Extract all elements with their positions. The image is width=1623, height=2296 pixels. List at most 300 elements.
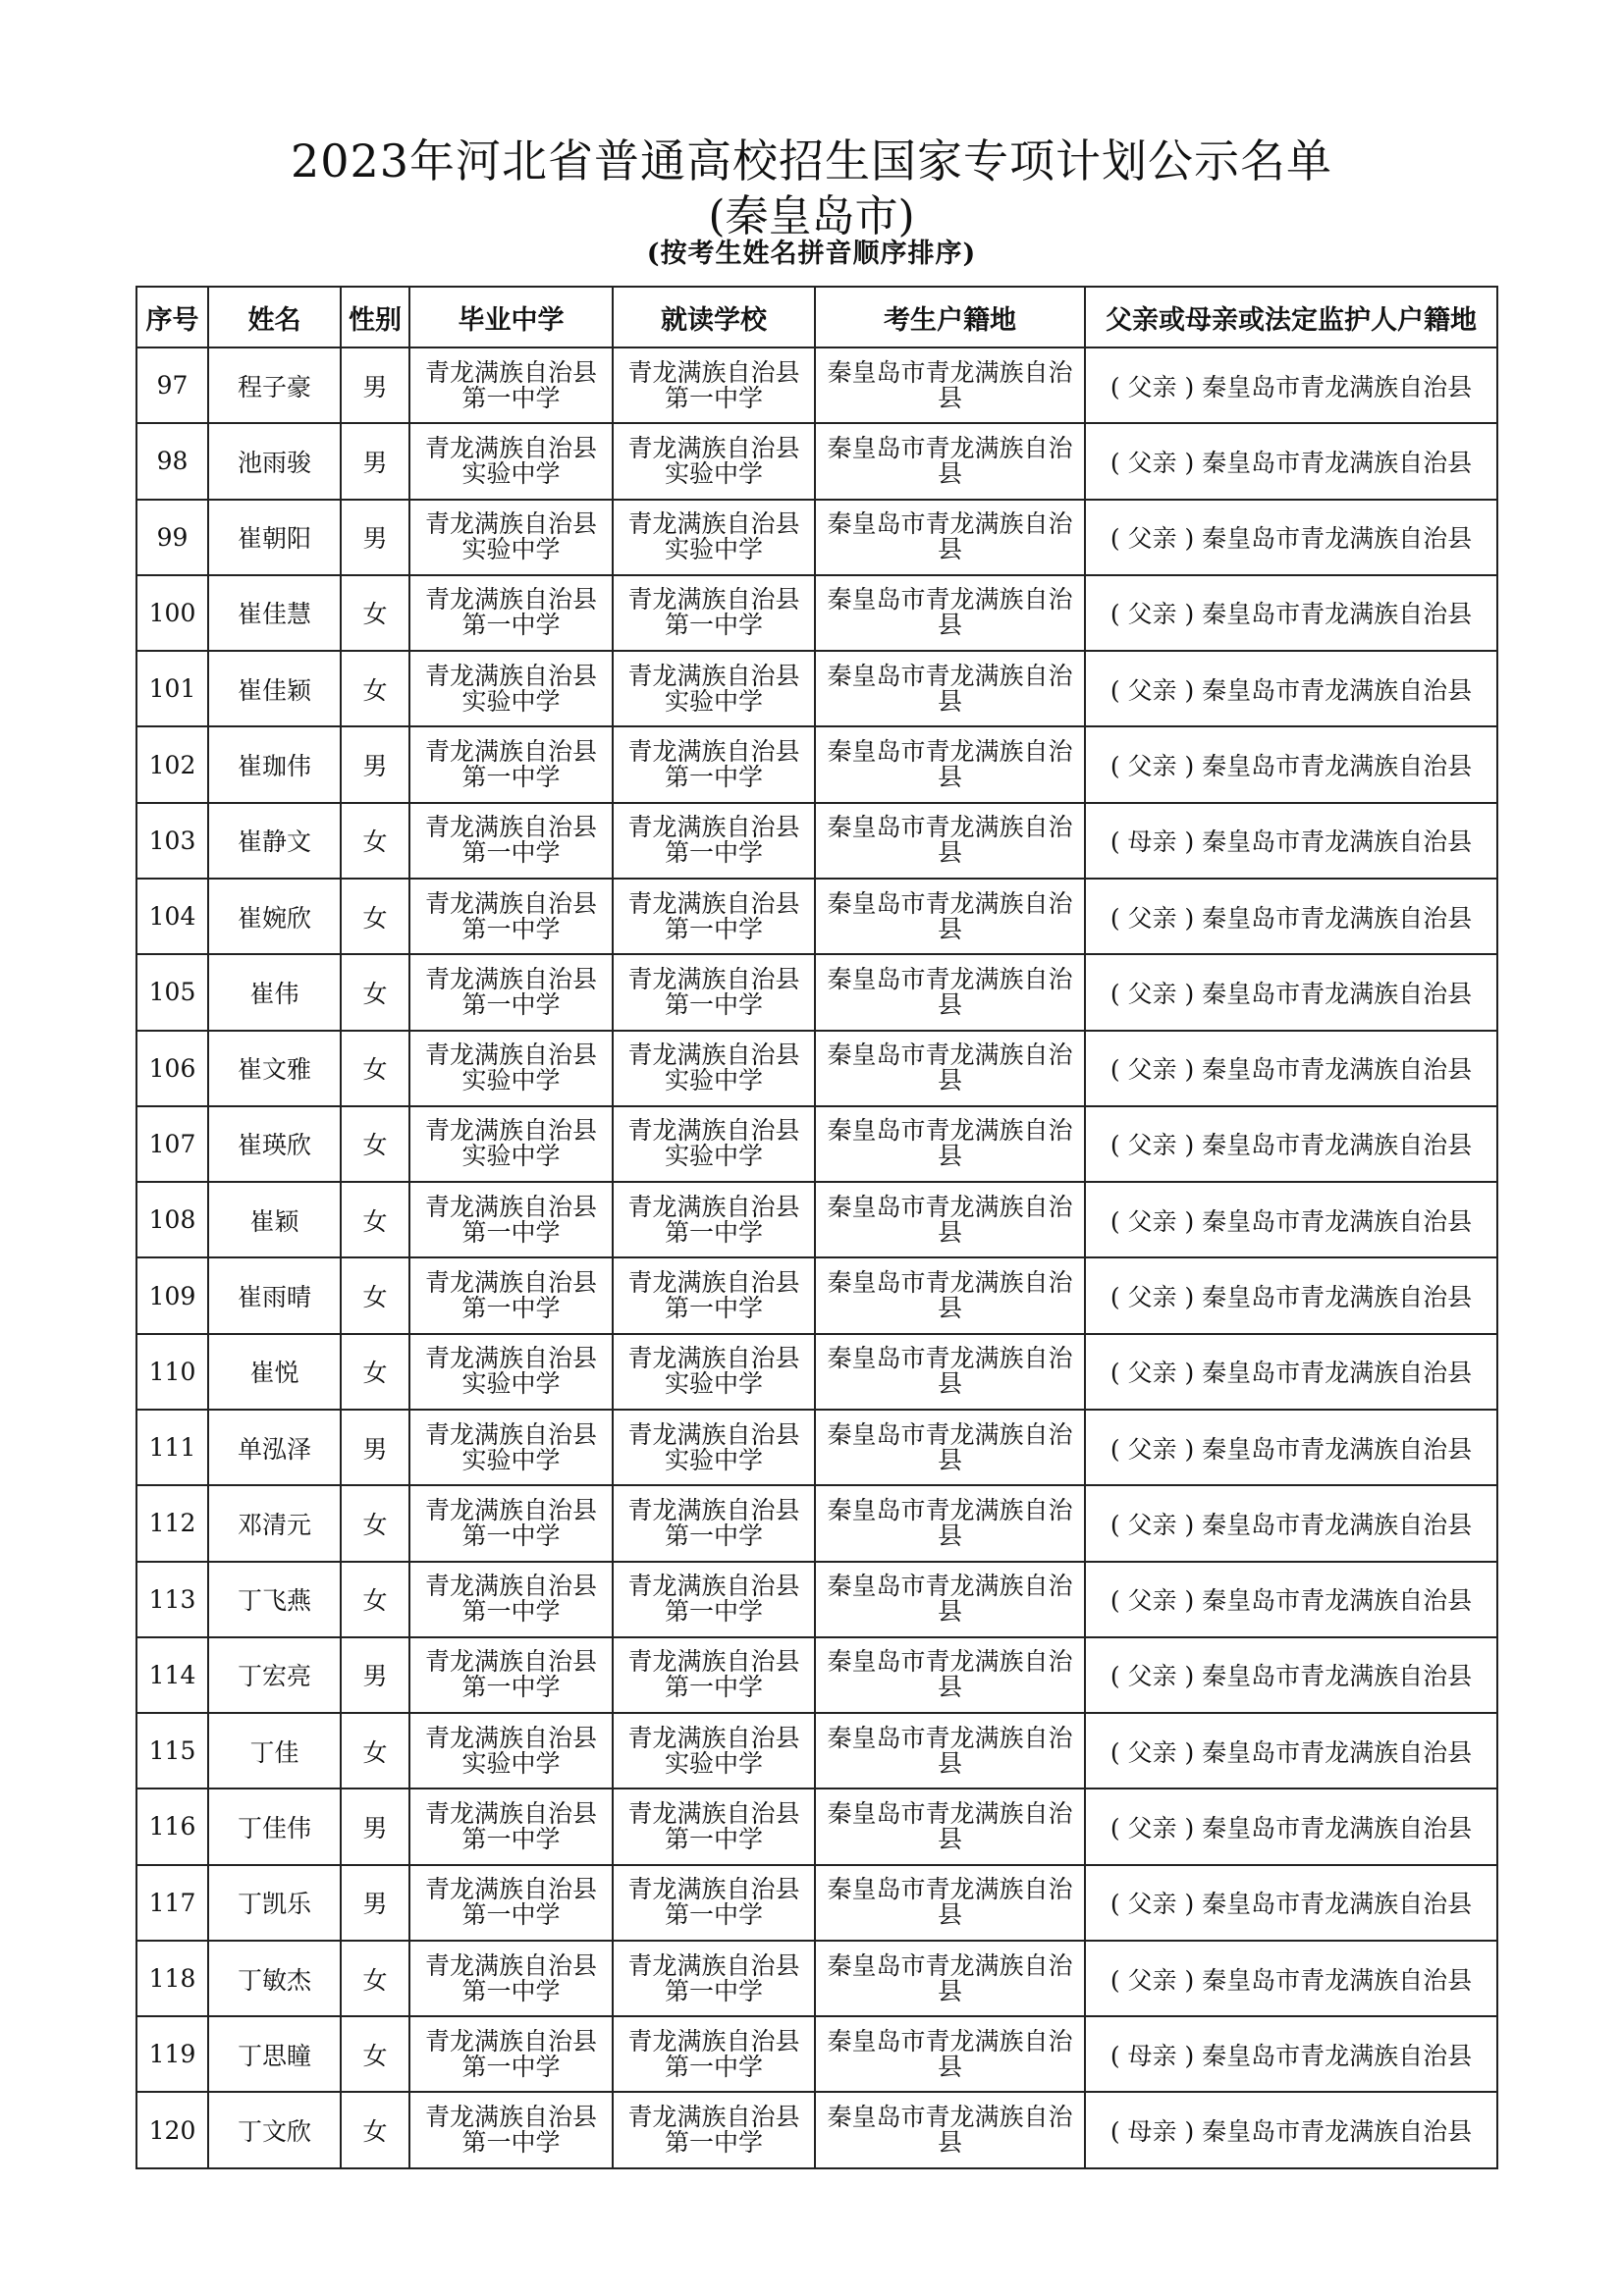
cell-study-school — [613, 1182, 815, 1257]
cell-study-school — [613, 1031, 815, 1106]
cell-no: 110 — [136, 1334, 208, 1410]
grad-school-line1: 青龙满族自治县 — [424, 1192, 597, 1221]
hukou-line2: 县 — [937, 1294, 962, 1323]
cell-parent-hukou: ( 父亲 ) 秦皇岛市青龙满族自治县 — [1085, 1637, 1497, 1713]
study-school-line2: 第一中学 — [664, 1521, 763, 1550]
study-school-line1: 青龙满族自治县 — [627, 2026, 800, 2056]
study-school-line1: 青龙满族自治县 — [627, 433, 800, 462]
study-school-line2: 第一中学 — [664, 2052, 763, 2081]
page-subtitle-city: (秦皇岛市) — [708, 191, 915, 241]
cell-grad-school — [409, 347, 613, 423]
cell-sex: 女 — [341, 1485, 409, 1561]
grad-school-line1: 青龙满族自治县 — [424, 964, 597, 993]
hukou-line1: 秦皇岛市青龙满族自治 — [827, 433, 1073, 462]
grad-school-line2: 第一中学 — [461, 1673, 561, 1702]
grad-school-line2: 实验中学 — [461, 1142, 561, 1171]
grad-school-line2: 实验中学 — [461, 1066, 561, 1095]
cell-grad-school — [409, 1941, 613, 2016]
cell-study-school — [613, 2016, 815, 2092]
study-school-line1: 青龙满族自治县 — [627, 1647, 800, 1677]
cell-grad-school — [409, 879, 613, 954]
cell-name: 丁宏亮 — [208, 1637, 341, 1713]
cell-hukou — [815, 1637, 1085, 1713]
cell-no: 97 — [136, 347, 208, 423]
cell-study-school — [613, 575, 815, 651]
table-row — [136, 651, 1497, 726]
cell-hukou — [815, 726, 1085, 802]
cell-study-school — [613, 1334, 815, 1410]
col-header-sex: 性别 — [341, 287, 409, 347]
cell-hukou — [815, 1485, 1085, 1561]
grad-school-line1: 青龙满族自治县 — [424, 1950, 597, 1980]
grad-school-line1: 青龙满族自治县 — [424, 2103, 597, 2132]
cell-study-school — [613, 651, 815, 726]
cell-no: 111 — [136, 1410, 208, 1485]
grad-school-line1: 青龙满族自治县 — [424, 1419, 597, 1449]
cell-no: 117 — [136, 1865, 208, 1941]
cell-name: 崔珈伟 — [208, 726, 341, 802]
study-school-line2: 第一中学 — [664, 611, 763, 640]
cell-hukou — [815, 879, 1085, 954]
hukou-line2: 县 — [937, 838, 962, 868]
cell-grad-school — [409, 2092, 613, 2168]
cell-name: 邓清元 — [208, 1485, 341, 1561]
study-school-line2: 实验中学 — [664, 1369, 763, 1399]
cell-hukou — [815, 1257, 1085, 1333]
header-row — [136, 287, 1497, 347]
cell-grad-school — [409, 1789, 613, 1864]
hukou-line1: 秦皇岛市青龙满族自治 — [827, 1798, 1073, 1828]
hukou-line2: 县 — [937, 1748, 962, 1778]
cell-grad-school — [409, 1562, 613, 1637]
cell-sex: 女 — [341, 1182, 409, 1257]
grad-school-line2: 第一中学 — [461, 1976, 561, 2005]
hukou-line1: 秦皇岛市青龙满族自治 — [827, 813, 1073, 842]
cell-grad-school — [409, 1257, 613, 1333]
hukou-line1: 秦皇岛市青龙满族自治 — [827, 357, 1073, 387]
cell-parent-hukou: ( 母亲 ) 秦皇岛市青龙满族自治县 — [1085, 803, 1497, 879]
cell-sex: 女 — [341, 1562, 409, 1637]
cell-no: 114 — [136, 1637, 208, 1713]
hukou-line1: 秦皇岛市青龙满族自治 — [827, 509, 1073, 539]
grad-school-line2: 第一中学 — [461, 1824, 561, 1853]
table-row — [136, 1106, 1497, 1182]
cell-name: 丁凯乐 — [208, 1865, 341, 1941]
study-school-line1: 青龙满族自治县 — [627, 1192, 800, 1221]
hukou-line1: 秦皇岛市青龙满族自治 — [827, 1344, 1073, 1373]
table-row — [136, 2016, 1497, 2092]
cell-name: 崔文雅 — [208, 1031, 341, 1106]
study-school-line1: 青龙满族自治县 — [627, 357, 800, 387]
cell-sex: 男 — [341, 1865, 409, 1941]
hukou-line2: 县 — [937, 458, 962, 488]
study-school-line2: 第一中学 — [664, 989, 763, 1019]
hukou-line1: 秦皇岛市青龙满族自治 — [827, 1875, 1073, 1904]
table-row — [136, 1789, 1497, 1864]
cell-parent-hukou: ( 父亲 ) 秦皇岛市青龙满族自治县 — [1085, 1031, 1497, 1106]
cell-sex: 男 — [341, 1410, 409, 1485]
study-school-line1: 青龙满族自治县 — [627, 509, 800, 539]
grad-school-line1: 青龙满族自治县 — [424, 509, 597, 539]
cell-parent-hukou: ( 父亲 ) 秦皇岛市青龙满族自治县 — [1085, 879, 1497, 954]
cell-grad-school — [409, 1713, 613, 1789]
cell-study-school — [613, 1257, 815, 1333]
cell-study-school — [613, 1637, 815, 1713]
hukou-line2: 县 — [937, 535, 962, 564]
cell-name: 崔雨晴 — [208, 1257, 341, 1333]
cell-hukou — [815, 347, 1085, 423]
hukou-line2: 县 — [937, 1521, 962, 1550]
hukou-line1: 秦皇岛市青龙满族自治 — [827, 1041, 1073, 1070]
cell-name: 丁佳 — [208, 1713, 341, 1789]
study-school-line2: 第一中学 — [664, 1900, 763, 1930]
grad-school-line1: 青龙满族自治县 — [424, 1344, 597, 1373]
cell-study-school — [613, 423, 815, 499]
cell-parent-hukou: ( 父亲 ) 秦皇岛市青龙满族自治县 — [1085, 1713, 1497, 1789]
hukou-line2: 县 — [937, 2128, 962, 2158]
hukou-line2: 县 — [937, 1976, 962, 2005]
table-row — [136, 954, 1497, 1030]
table-row — [136, 347, 1497, 423]
hukou-line1: 秦皇岛市青龙满族自治 — [827, 1647, 1073, 1677]
cell-no: 109 — [136, 1257, 208, 1333]
study-school-line2: 实验中学 — [664, 686, 763, 716]
grad-school-line1: 青龙满族自治县 — [424, 433, 597, 462]
hukou-line1: 秦皇岛市青龙满族自治 — [827, 2103, 1073, 2132]
cell-study-school — [613, 1941, 815, 2016]
table-row — [136, 1182, 1497, 1257]
cell-grad-school — [409, 500, 613, 575]
cell-no: 100 — [136, 575, 208, 651]
cell-hukou — [815, 1941, 1085, 2016]
hukou-line1: 秦皇岛市青龙满族自治 — [827, 1192, 1073, 1221]
cell-sex: 男 — [341, 726, 409, 802]
cell-parent-hukou: ( 母亲 ) 秦皇岛市青龙满族自治县 — [1085, 2016, 1497, 2092]
hukou-line1: 秦皇岛市青龙满族自治 — [827, 888, 1073, 918]
cell-no: 101 — [136, 651, 208, 726]
cell-sex: 女 — [341, 2016, 409, 2092]
study-school-line2: 第一中学 — [664, 1824, 763, 1853]
grad-school-line1: 青龙满族自治县 — [424, 1495, 597, 1524]
cell-name: 丁文欣 — [208, 2092, 341, 2168]
cell-parent-hukou: ( 父亲 ) 秦皇岛市青龙满族自治县 — [1085, 954, 1497, 1030]
hukou-line2: 县 — [937, 611, 962, 640]
cell-no: 103 — [136, 803, 208, 879]
study-school-line1: 青龙满族自治县 — [627, 2103, 800, 2132]
study-school-line2: 第一中学 — [664, 1976, 763, 2005]
cell-study-school — [613, 347, 815, 423]
cell-parent-hukou: ( 父亲 ) 秦皇岛市青龙满族自治县 — [1085, 1865, 1497, 1941]
grad-school-line2: 第一中学 — [461, 838, 561, 868]
cell-study-school — [613, 1789, 815, 1864]
cell-sex: 女 — [341, 1334, 409, 1410]
cell-sex: 女 — [341, 1713, 409, 1789]
cell-sex: 女 — [341, 954, 409, 1030]
table-row — [136, 1941, 1497, 2016]
study-school-line2: 实验中学 — [664, 535, 763, 564]
cell-sex: 女 — [341, 2092, 409, 2168]
cell-no: 104 — [136, 879, 208, 954]
study-school-line1: 青龙满族自治县 — [627, 888, 800, 918]
study-school-line1: 青龙满族自治县 — [627, 1268, 800, 1298]
cell-no: 116 — [136, 1789, 208, 1864]
cell-no: 98 — [136, 423, 208, 499]
study-school-line2: 第一中学 — [664, 1597, 763, 1627]
hukou-line2: 县 — [937, 1142, 962, 1171]
cell-parent-hukou: ( 父亲 ) 秦皇岛市青龙满族自治县 — [1085, 575, 1497, 651]
cell-parent-hukou: ( 父亲 ) 秦皇岛市青龙满族自治县 — [1085, 1485, 1497, 1561]
cell-name: 单泓泽 — [208, 1410, 341, 1485]
cell-name: 崔瑛欣 — [208, 1106, 341, 1182]
study-school-line1: 青龙满族自治县 — [627, 813, 800, 842]
study-school-line2: 实验中学 — [664, 458, 763, 488]
grad-school-line2: 第一中学 — [461, 989, 561, 1019]
cell-parent-hukou: ( 父亲 ) 秦皇岛市青龙满族自治县 — [1085, 1182, 1497, 1257]
study-school-line2: 实验中学 — [664, 1142, 763, 1171]
hukou-line2: 县 — [937, 1900, 962, 1930]
cell-grad-school — [409, 954, 613, 1030]
study-school-line1: 青龙满族自治县 — [627, 1723, 800, 1752]
grad-school-line2: 第一中学 — [461, 1521, 561, 1550]
cell-sex: 女 — [341, 803, 409, 879]
cell-hukou — [815, 575, 1085, 651]
study-school-line2: 第一中学 — [664, 763, 763, 792]
cell-sex: 女 — [341, 651, 409, 726]
hukou-line2: 县 — [937, 1217, 962, 1247]
hukou-line1: 秦皇岛市青龙满族自治 — [827, 1419, 1073, 1449]
cell-hukou — [815, 1789, 1085, 1864]
cell-study-school — [613, 1865, 815, 1941]
hukou-line1: 秦皇岛市青龙满族自治 — [827, 2026, 1073, 2056]
grad-school-line1: 青龙满族自治县 — [424, 1723, 597, 1752]
cell-grad-school — [409, 1865, 613, 1941]
cell-parent-hukou: ( 父亲 ) 秦皇岛市青龙满族自治县 — [1085, 423, 1497, 499]
cell-sex: 男 — [341, 347, 409, 423]
hukou-line1: 秦皇岛市青龙满族自治 — [827, 737, 1073, 767]
table-row — [136, 500, 1497, 575]
hukou-line2: 县 — [937, 1445, 962, 1474]
cell-name: 崔伟 — [208, 954, 341, 1030]
cell-no: 113 — [136, 1562, 208, 1637]
cell-study-school — [613, 803, 815, 879]
cell-no: 102 — [136, 726, 208, 802]
study-school-line2: 实验中学 — [664, 1445, 763, 1474]
grad-school-line1: 青龙满族自治县 — [424, 1572, 597, 1601]
hukou-line1: 秦皇岛市青龙满族自治 — [827, 661, 1073, 690]
cell-name: 崔婉欣 — [208, 879, 341, 954]
table-header — [136, 287, 1497, 347]
cell-hukou — [815, 423, 1085, 499]
cell-hukou — [815, 1410, 1085, 1485]
cell-no: 118 — [136, 1941, 208, 2016]
grad-school-line2: 实验中学 — [461, 535, 561, 564]
grad-school-line1: 青龙满族自治县 — [424, 661, 597, 690]
study-school-line1: 青龙满族自治县 — [627, 1419, 800, 1449]
cell-parent-hukou: ( 父亲 ) 秦皇岛市青龙满族自治县 — [1085, 1562, 1497, 1637]
table-row — [136, 423, 1497, 499]
grad-school-line1: 青龙满族自治县 — [424, 1116, 597, 1146]
cell-parent-hukou: ( 父亲 ) 秦皇岛市青龙满族自治县 — [1085, 1941, 1497, 2016]
cell-grad-school — [409, 423, 613, 499]
cell-hukou — [815, 1182, 1085, 1257]
hukou-line1: 秦皇岛市青龙满族自治 — [827, 1723, 1073, 1752]
table-row — [136, 1637, 1497, 1713]
hukou-line2: 县 — [937, 763, 962, 792]
cell-grad-school — [409, 1410, 613, 1485]
hukou-line1: 秦皇岛市青龙满族自治 — [827, 1572, 1073, 1601]
hukou-line2: 县 — [937, 1369, 962, 1399]
study-school-line1: 青龙满族自治县 — [627, 585, 800, 614]
grad-school-line2: 实验中学 — [461, 458, 561, 488]
cell-no: 108 — [136, 1182, 208, 1257]
roster-table — [135, 286, 1498, 2169]
grad-school-line2: 第一中学 — [461, 914, 561, 943]
hukou-line1: 秦皇岛市青龙满族自治 — [827, 1116, 1073, 1146]
study-school-line1: 青龙满族自治县 — [627, 737, 800, 767]
study-school-line2: 第一中学 — [664, 383, 763, 412]
table-row — [136, 1865, 1497, 1941]
table-row — [136, 1562, 1497, 1637]
study-school-line2: 第一中学 — [664, 1294, 763, 1323]
hukou-line2: 县 — [937, 2052, 962, 2081]
cell-grad-school — [409, 726, 613, 802]
cell-study-school — [613, 726, 815, 802]
table-row — [136, 726, 1497, 802]
table-row — [136, 575, 1497, 651]
col-header-name: 姓名 — [208, 287, 341, 347]
table-row — [136, 803, 1497, 879]
cell-no: 120 — [136, 2092, 208, 2168]
cell-grad-school — [409, 1182, 613, 1257]
cell-study-school — [613, 500, 815, 575]
col-header-grad-school: 毕业中学 — [409, 287, 613, 347]
grad-school-line1: 青龙满族自治县 — [424, 585, 597, 614]
cell-hukou — [815, 2016, 1085, 2092]
cell-hukou — [815, 1562, 1085, 1637]
hukou-line2: 县 — [937, 989, 962, 1019]
cell-parent-hukou: ( 父亲 ) 秦皇岛市青龙满族自治县 — [1085, 1789, 1497, 1864]
cell-study-school — [613, 1562, 815, 1637]
cell-hukou — [815, 500, 1085, 575]
cell-parent-hukou: ( 父亲 ) 秦皇岛市青龙满族自治县 — [1085, 347, 1497, 423]
cell-name: 丁思瞳 — [208, 2016, 341, 2092]
cell-hukou — [815, 1865, 1085, 1941]
table-row — [136, 1410, 1497, 1485]
cell-name: 崔朝阳 — [208, 500, 341, 575]
cell-no: 106 — [136, 1031, 208, 1106]
table-row — [136, 1713, 1497, 1789]
grad-school-line1: 青龙满族自治县 — [424, 1268, 597, 1298]
cell-name: 崔静文 — [208, 803, 341, 879]
cell-sex: 女 — [341, 879, 409, 954]
cell-sex: 女 — [341, 1257, 409, 1333]
table-row — [136, 879, 1497, 954]
study-school-line2: 第一中学 — [664, 838, 763, 868]
grad-school-line2: 第一中学 — [461, 2128, 561, 2158]
grad-school-line2: 实验中学 — [461, 1445, 561, 1474]
cell-hukou — [815, 651, 1085, 726]
grad-school-line1: 青龙满族自治县 — [424, 1875, 597, 1904]
cell-hukou — [815, 1031, 1085, 1106]
grad-school-line2: 第一中学 — [461, 763, 561, 792]
cell-parent-hukou: ( 母亲 ) 秦皇岛市青龙满族自治县 — [1085, 2092, 1497, 2168]
table-row — [136, 2092, 1497, 2168]
cell-no: 112 — [136, 1485, 208, 1561]
col-header-parent-hukou: 父亲或母亲或法定监护人户籍地 — [1085, 287, 1497, 347]
cell-name: 丁飞燕 — [208, 1562, 341, 1637]
cell-hukou — [815, 1334, 1085, 1410]
study-school-line2: 第一中学 — [664, 914, 763, 943]
cell-sex: 女 — [341, 1031, 409, 1106]
grad-school-line2: 第一中学 — [461, 1900, 561, 1930]
cell-study-school — [613, 1485, 815, 1561]
cell-name: 丁敏杰 — [208, 1941, 341, 2016]
cell-grad-school — [409, 1334, 613, 1410]
cell-sex: 男 — [341, 1789, 409, 1864]
cell-sex: 男 — [341, 423, 409, 499]
grad-school-line1: 青龙满族自治县 — [424, 2026, 597, 2056]
page-title: 2023年河北省普通高校招生国家专项计划公示名单 — [290, 134, 1333, 187]
hukou-line1: 秦皇岛市青龙满族自治 — [827, 1268, 1073, 1298]
cell-grad-school — [409, 1485, 613, 1561]
cell-name: 崔佳慧 — [208, 575, 341, 651]
cell-hukou — [815, 954, 1085, 1030]
cell-study-school — [613, 2092, 815, 2168]
col-header-hukou: 考生户籍地 — [815, 287, 1085, 347]
hukou-line1: 秦皇岛市青龙满族自治 — [827, 585, 1073, 614]
study-school-line1: 青龙满族自治县 — [627, 661, 800, 690]
cell-no: 99 — [136, 500, 208, 575]
table-row — [136, 1334, 1497, 1410]
hukou-line2: 县 — [937, 383, 962, 412]
cell-sex: 女 — [341, 1106, 409, 1182]
sort-note: (按考生姓名拼音顺序排序) — [646, 239, 977, 269]
cell-parent-hukou: ( 父亲 ) 秦皇岛市青龙满族自治县 — [1085, 1334, 1497, 1410]
cell-parent-hukou: ( 父亲 ) 秦皇岛市青龙满族自治县 — [1085, 1257, 1497, 1333]
study-school-line2: 实验中学 — [664, 1748, 763, 1778]
cell-no: 119 — [136, 2016, 208, 2092]
grad-school-line2: 第一中学 — [461, 1294, 561, 1323]
study-school-line1: 青龙满族自治县 — [627, 964, 800, 993]
grad-school-line1: 青龙满族自治县 — [424, 1798, 597, 1828]
cell-hukou — [815, 2092, 1085, 2168]
col-header-no: 序号 — [136, 287, 208, 347]
grad-school-line1: 青龙满族自治县 — [424, 737, 597, 767]
grad-school-line1: 青龙满族自治县 — [424, 1647, 597, 1677]
cell-sex: 女 — [341, 1941, 409, 2016]
table-row — [136, 1257, 1497, 1333]
cell-parent-hukou: ( 父亲 ) 秦皇岛市青龙满族自治县 — [1085, 651, 1497, 726]
cell-grad-school — [409, 2016, 613, 2092]
hukou-line2: 县 — [937, 914, 962, 943]
col-header-study-school: 就读学校 — [613, 287, 815, 347]
cell-no: 115 — [136, 1713, 208, 1789]
cell-parent-hukou: ( 父亲 ) 秦皇岛市青龙满族自治县 — [1085, 500, 1497, 575]
grad-school-line2: 第一中学 — [461, 383, 561, 412]
hukou-line2: 县 — [937, 686, 962, 716]
study-school-line1: 青龙满族自治县 — [627, 1041, 800, 1070]
study-school-line2: 第一中学 — [664, 2128, 763, 2158]
cell-name: 崔悦 — [208, 1334, 341, 1410]
grad-school-line2: 实验中学 — [461, 686, 561, 716]
cell-study-school — [613, 1713, 815, 1789]
cell-study-school — [613, 1410, 815, 1485]
cell-grad-school — [409, 1031, 613, 1106]
hukou-line2: 县 — [937, 1066, 962, 1095]
hukou-line1: 秦皇岛市青龙满族自治 — [827, 1950, 1073, 1980]
cell-name: 程子豪 — [208, 347, 341, 423]
cell-parent-hukou: ( 父亲 ) 秦皇岛市青龙满族自治县 — [1085, 726, 1497, 802]
